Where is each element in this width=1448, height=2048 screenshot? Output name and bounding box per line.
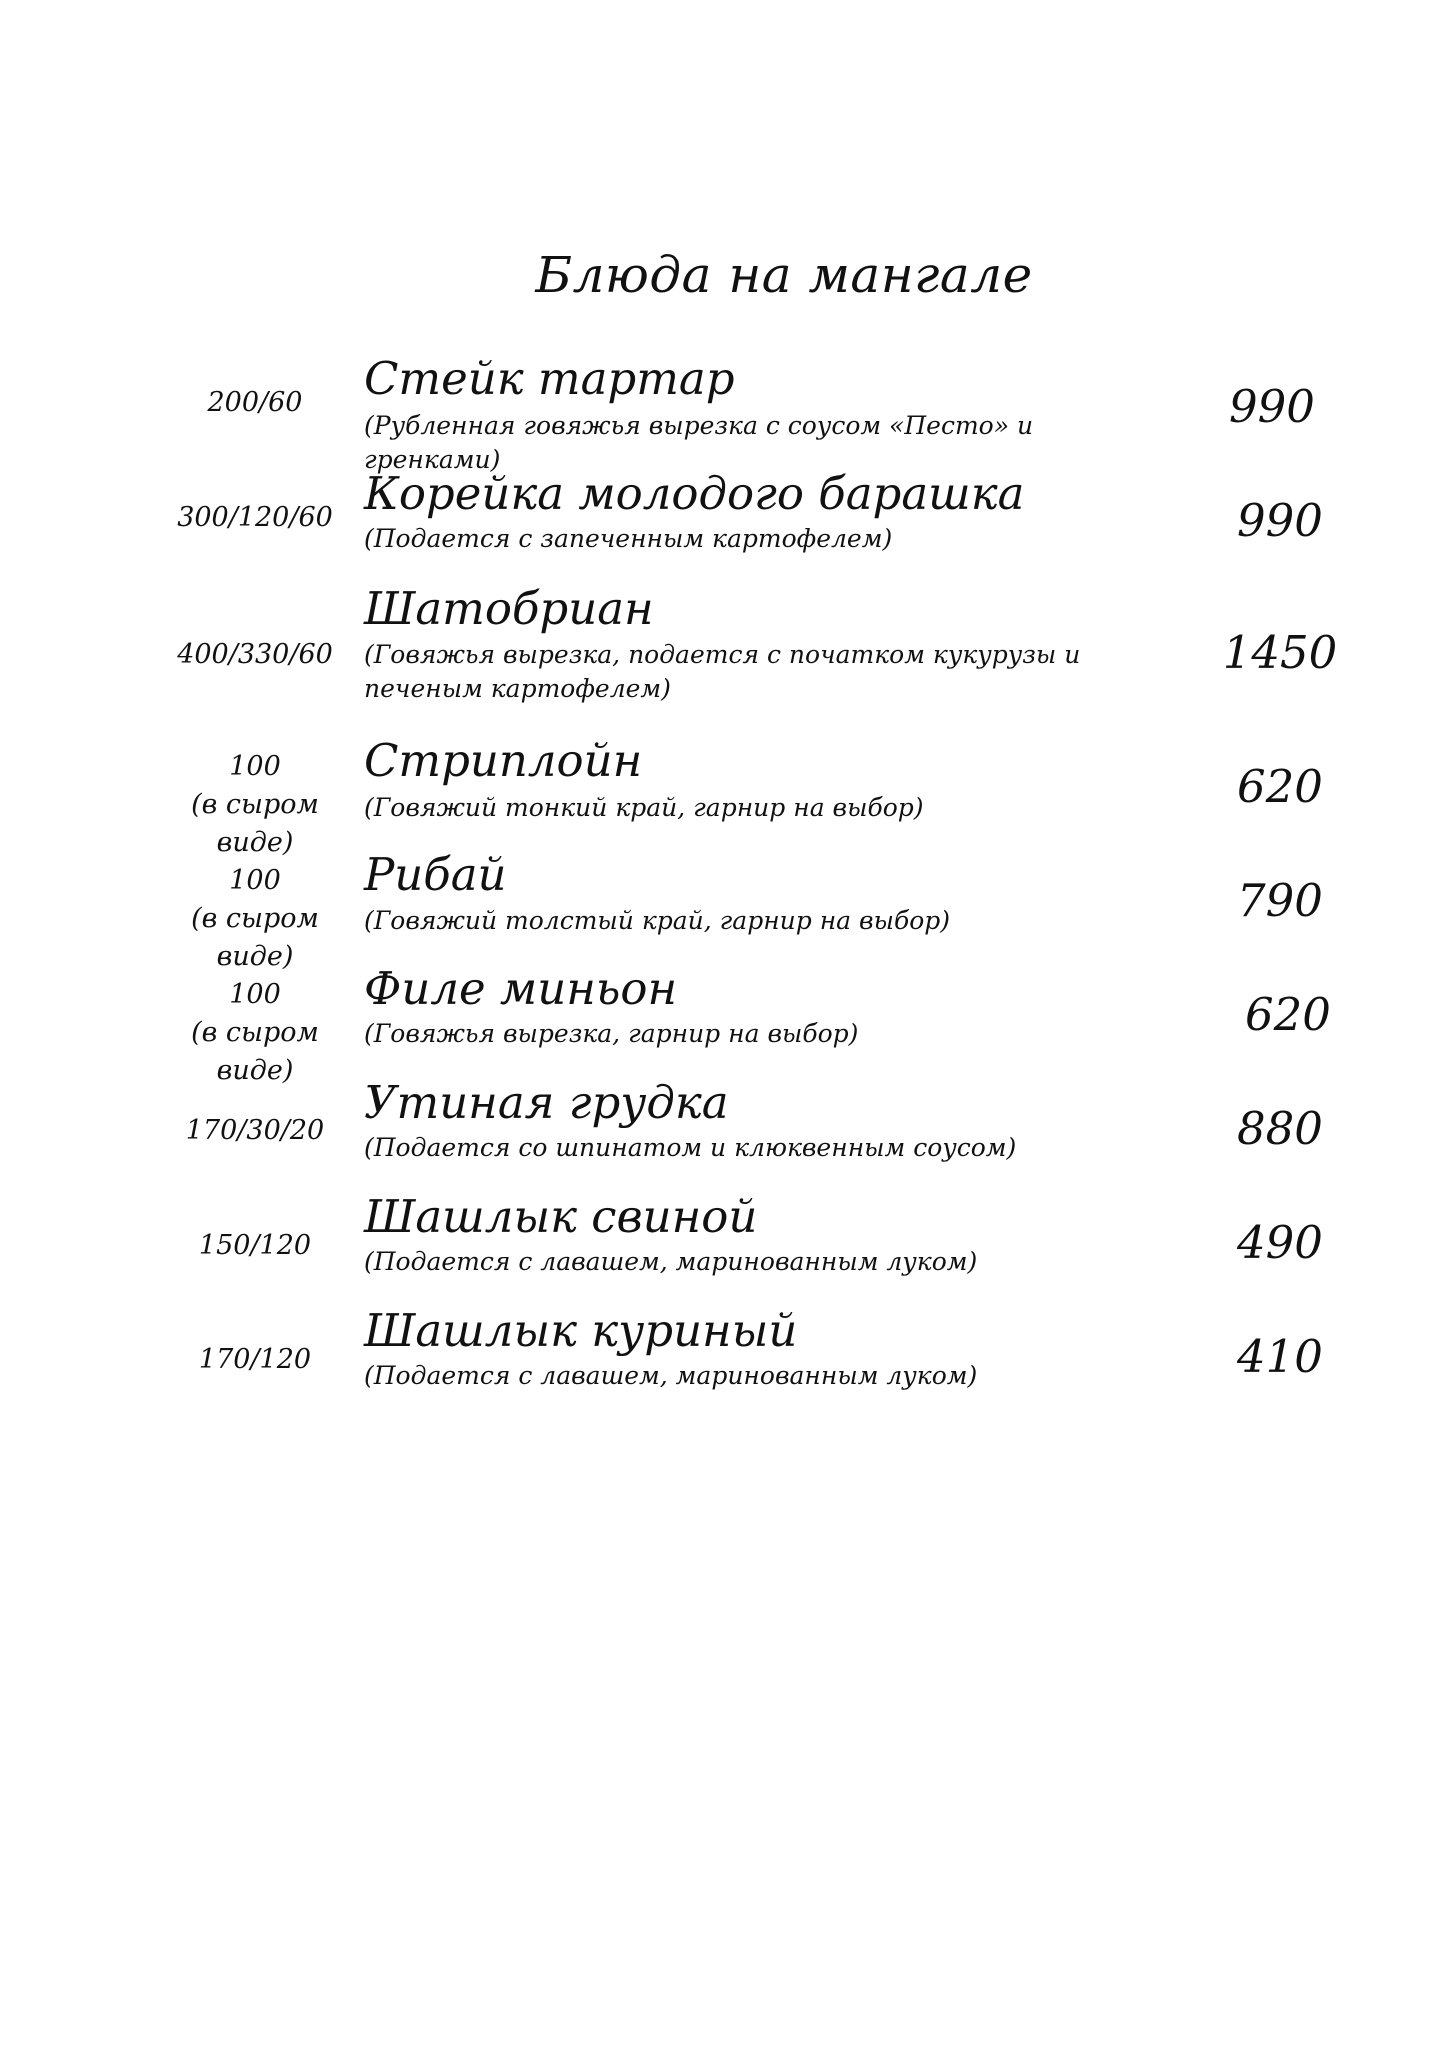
item-price: 880 [1237,1102,1323,1155]
item-description: (Говяжья вырезка, гарнир на выбор) [364,1019,859,1048]
item-weight: 170/120 [198,1344,312,1375]
item-description: (Подается с запеченным картофелем) [364,524,893,553]
item-description: (Подается со шпинатом и клюквенным соусом) [364,1133,1017,1162]
item-description: (Говяжий тонкий край, гарнир на выбор) [364,793,924,822]
item-price: 990 [1229,380,1315,433]
item-price: 990 [1237,494,1323,547]
item-weight: 400/330/60 [177,639,333,670]
item-price: 620 [1245,988,1331,1041]
item-price: 410 [1237,1330,1323,1383]
item-weight: 100 (в сыром виде) [191,865,319,972]
item-weight: 100 (в сыром виде) [191,751,319,858]
item-description: (Говяжья вырезка, подается с початком кукурузы и печеным картофелем) [364,640,1081,703]
item-description: (Говяжий толстый край, гарнир на выбор) [364,906,951,935]
item-price: 620 [1237,760,1323,813]
item-price: 1450 [1222,626,1338,679]
item-name: Утиная грудка [364,1076,729,1129]
item-weight: 100 (в сыром виде) [191,979,319,1086]
page-title: Блюда на мангале [535,246,1033,304]
item-name: Шашлык свиной [364,1190,758,1243]
item-description: (Подается с лавашем, маринованным луком) [364,1361,978,1390]
item-name: Рибай [364,848,507,901]
item-name: Шатобриан [364,582,654,635]
item-name: Корейка молодого барашка [364,467,1025,520]
item-price: 790 [1237,874,1323,927]
item-description: (Рубленная говяжья вырезка с соусом «Песто» и гренками) [364,411,1034,474]
item-weight: 300/120/60 [177,502,333,533]
item-price: 490 [1237,1216,1323,1269]
item-weight: 150/120 [198,1230,312,1261]
item-name: Стейк тартар [364,352,735,405]
item-weight: 170/30/20 [185,1115,325,1146]
item-name: Шашлык куриный [364,1304,798,1357]
item-name: Стриплойн [364,734,643,787]
item-weight: 200/60 [207,387,303,418]
item-description: (Подается с лавашем, маринованным луком) [364,1247,978,1276]
item-name: Филе миньон [364,962,678,1015]
